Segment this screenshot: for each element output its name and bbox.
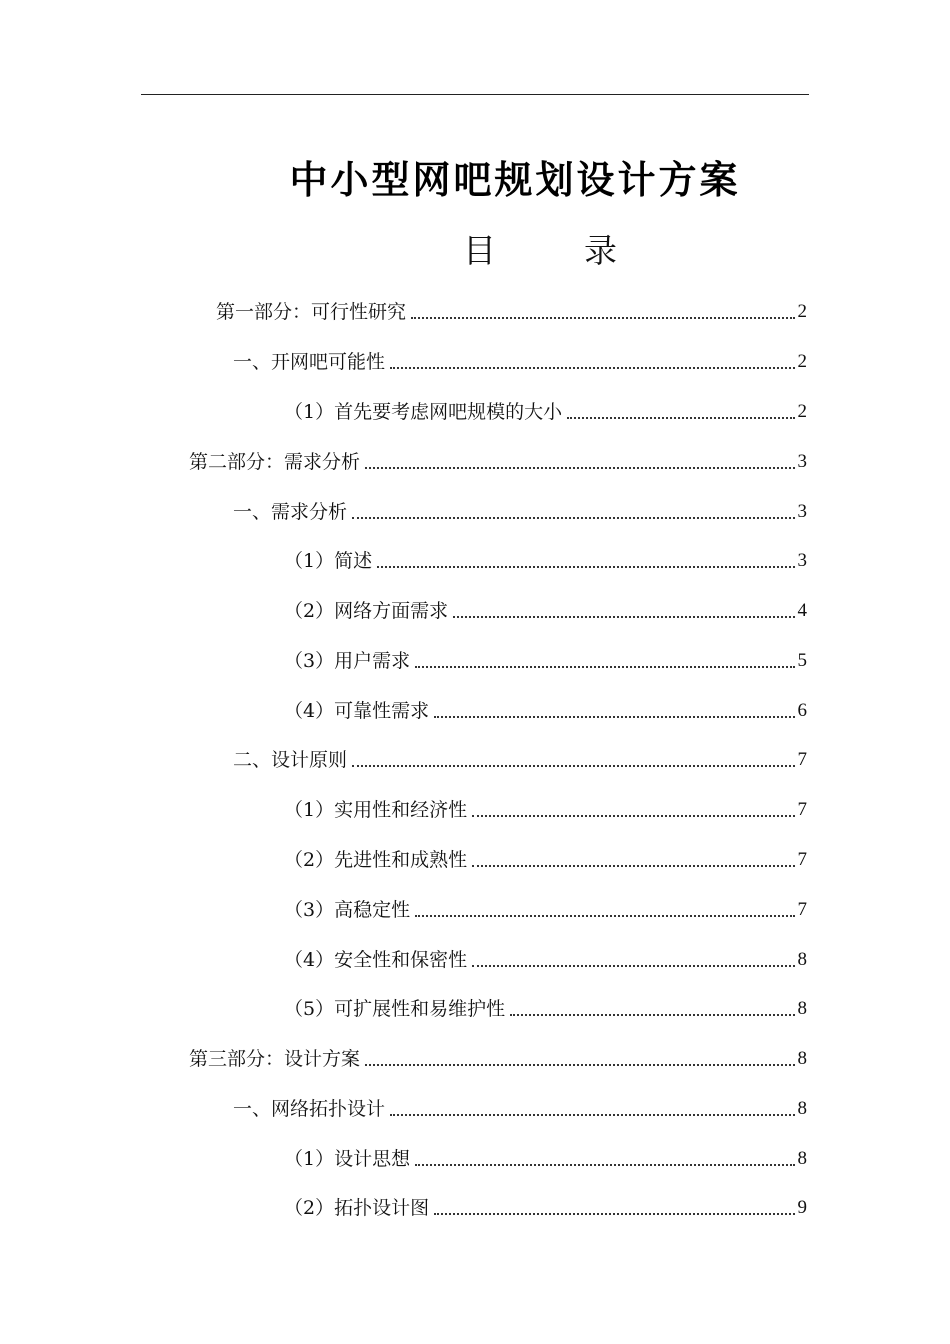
toc-entry-subsection[interactable]	[284, 394, 807, 424]
toc-entry-label: （2）先进性和成熟性	[284, 849, 468, 871]
toc-page-number: 7	[797, 899, 807, 920]
toc-entry-part-2[interactable]	[189, 444, 807, 474]
toc-page-number: 8	[797, 1098, 807, 1119]
toc-page-number: 7	[797, 849, 807, 870]
toc-page-number: 8	[797, 1048, 807, 1069]
toc-leader-dots	[365, 467, 794, 469]
toc-entry-subsection[interactable]	[284, 1141, 807, 1171]
toc-leader-dots	[510, 1014, 794, 1016]
toc-entry-label: 一、需求分析	[233, 501, 348, 523]
toc-leader-dots	[472, 865, 794, 867]
toc-page-number: 2	[797, 301, 807, 322]
toc-leader-dots	[411, 317, 794, 319]
toc-heading-part: 目	[463, 231, 496, 270]
toc-entry-subsection[interactable]	[284, 991, 807, 1021]
toc-entry-subsection[interactable]	[284, 693, 807, 723]
toc-page-number: 2	[797, 401, 807, 422]
toc-entry-section[interactable]	[233, 1091, 807, 1121]
toc-entry-section[interactable]	[233, 344, 807, 374]
toc-page-number: 8	[797, 998, 807, 1019]
toc-leader-dots	[415, 915, 794, 917]
toc-entry-label: （5）可扩展性和易维护性	[284, 998, 506, 1020]
toc-entry-label: （4）安全性和保密性	[284, 949, 468, 971]
toc-entry-label: （1）设计思想	[284, 1148, 411, 1170]
toc-leader-dots	[390, 367, 794, 369]
toc-page-number: 9	[797, 1197, 807, 1218]
toc-entry-label: （1）首先要考虑网吧规模的大小	[284, 401, 563, 423]
toc-leader-dots	[390, 1114, 794, 1116]
toc-entry-subsection[interactable]	[284, 1190, 807, 1220]
toc-leader-dots	[415, 666, 794, 668]
toc-entry-label: （2）拓扑设计图	[284, 1197, 430, 1219]
toc-page-number: 8	[797, 1148, 807, 1169]
toc-entry-label: 一、网络拓扑设计	[233, 1098, 386, 1120]
document-title: 中小型网吧规划设计方案	[289, 157, 741, 202]
toc-leader-dots	[352, 765, 794, 767]
toc-page-number: 3	[797, 550, 807, 571]
toc-entry-subsection[interactable]	[284, 593, 807, 623]
toc-entry-label: （2）网络方面需求	[284, 600, 449, 622]
toc-entry-label: 第一部分：可行性研究	[216, 301, 407, 323]
toc-entry-section[interactable]	[233, 494, 807, 524]
toc-entry-subsection[interactable]	[284, 792, 807, 822]
toc-leader-dots	[434, 1213, 794, 1215]
toc-entry-label: 一、开网吧可能性	[233, 351, 386, 373]
toc-leader-dots	[472, 965, 794, 967]
toc-heading-part: 录	[584, 231, 617, 270]
toc-leader-dots	[472, 815, 794, 817]
toc-entry-label: 第二部分：需求分析	[189, 451, 361, 473]
toc-page-number: 8	[797, 949, 807, 970]
toc-page-number: 5	[797, 650, 807, 671]
toc-leader-dots	[567, 417, 794, 419]
toc-leader-dots	[352, 517, 794, 519]
toc-page-number: 6	[797, 700, 807, 721]
toc-entry-subsection[interactable]	[284, 543, 807, 573]
toc-entry-part-1[interactable]	[216, 294, 807, 324]
toc-leader-dots	[377, 566, 794, 568]
toc-page-number: 3	[797, 451, 807, 472]
toc-page-number: 3	[797, 501, 807, 522]
toc-entry-label: （4）可靠性需求	[284, 700, 430, 722]
toc-page-number: 7	[797, 799, 807, 820]
toc-page-number: 7	[797, 749, 807, 770]
toc-entry-subsection[interactable]	[284, 942, 807, 972]
toc-leader-dots	[365, 1064, 794, 1066]
toc-leader-dots	[434, 716, 794, 718]
toc-entry-subsection[interactable]	[284, 643, 807, 673]
toc-page-number: 4	[797, 600, 807, 621]
toc-entry-part-3[interactable]	[189, 1041, 807, 1071]
toc-leader-dots	[415, 1164, 794, 1166]
toc-entry-subsection[interactable]	[284, 892, 807, 922]
toc-entry-label: （3）高稳定性	[284, 899, 411, 921]
toc-entry-section[interactable]	[233, 742, 807, 772]
toc-entry-label: 第三部分：设计方案	[189, 1048, 361, 1070]
toc-entry-label: （3）用户需求	[284, 650, 411, 672]
toc-page-number: 2	[797, 351, 807, 372]
toc-entry-subsection[interactable]	[284, 842, 807, 872]
toc-entry-label: （1）实用性和经济性	[284, 799, 468, 821]
toc-leader-dots	[453, 616, 794, 618]
toc-entry-label: 二、设计原则	[233, 749, 348, 771]
toc-entry-label: （1）简述	[284, 550, 373, 572]
